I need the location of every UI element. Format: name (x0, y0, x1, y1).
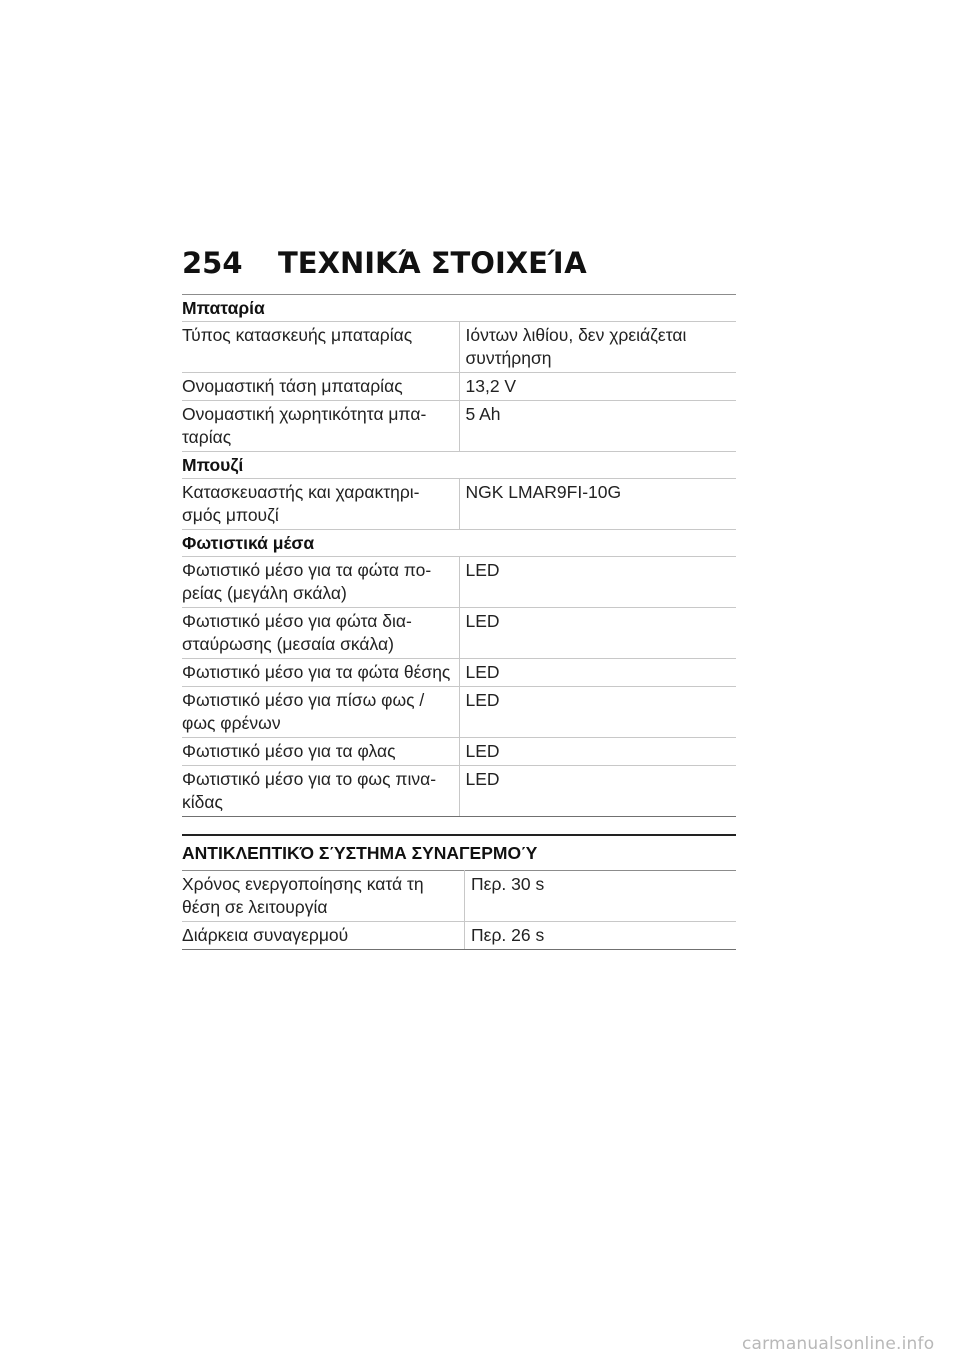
spec-label: Ονομαστική χωρητικότητα μπα-ταρίας (182, 401, 459, 452)
spec-label: Φωτιστικό μέσο για τα φώτα πο-ρείας (μεγάλη σκάλα) (182, 557, 459, 608)
section-heading: Φωτιστικά μέσα (182, 530, 736, 557)
spec-value: LED (459, 766, 736, 817)
page-number: 254 (182, 246, 243, 280)
spec-value: LED (459, 687, 736, 738)
table-row (182, 557, 736, 608)
table-row (182, 766, 736, 817)
section-heading: Μπουζί (182, 452, 736, 479)
table-row (182, 871, 736, 922)
spec-value: Ιόντων λιθίου, δεν χρειάζεται συντήρηση (459, 322, 736, 373)
table-row (182, 659, 736, 687)
page-header (182, 243, 736, 283)
table-row (182, 738, 736, 766)
spec-label: Φωτιστικό μέσο για φώτα δια-σταύρωσης (μεσαία σκάλα) (182, 608, 459, 659)
spec-value: 5 Ah (459, 401, 736, 452)
spec-label: Φωτιστικό μέσο για τα φλας (182, 738, 459, 766)
section-heading-spark-plug (182, 452, 736, 479)
spec-label: Διάρκεια συναγερμού (182, 922, 465, 950)
table-row (182, 479, 736, 530)
spec-value: LED (459, 738, 736, 766)
page-title: ΤΕΧΝΙΚΆ ΣΤΟΙΧΕΊΑ (278, 246, 587, 280)
table-row (182, 373, 736, 401)
spec-value: Περ. 30 s (465, 871, 737, 922)
table-row (182, 922, 736, 950)
table-row (182, 687, 736, 738)
watermark: carmanualsonline.info (742, 1334, 935, 1354)
table-row (182, 401, 736, 452)
section-title: ΑΝΤΙΚΛΕΠΤΙΚΌ ΣΎΣΤΗΜΑ ΣΥΝΑΓΕΡΜΟΎ (182, 834, 736, 864)
spec-value: Περ. 26 s (465, 922, 737, 950)
spec-label: Χρόνος ενεργοποίησης κατά τη θέση σε λειτουργία (182, 871, 465, 922)
spec-label: Φωτιστικό μέσο για πίσω φως / φως φρένων (182, 687, 459, 738)
table-row (182, 322, 736, 373)
spec-label: Φωτιστικό μέσο για τα φώτα θέσης (182, 659, 459, 687)
spec-label: Ονομαστική τάση μπαταρίας (182, 373, 459, 401)
section-heading: Μπαταρία (182, 295, 736, 322)
spec-value: NGK LMAR9FI-10G (459, 479, 736, 530)
spec-value: LED (459, 608, 736, 659)
alarm-section (182, 834, 736, 950)
spec-label: Κατασκευαστής και χαρακτηρι-σμός μπουζί (182, 479, 459, 530)
alarm-table (182, 870, 736, 950)
specs-table (182, 294, 736, 817)
table-row (182, 608, 736, 659)
spec-label: Τύπος κατασκευής μπαταρίας (182, 322, 459, 373)
spec-label: Φωτιστικό μέσο για το φως πινα-κίδας (182, 766, 459, 817)
spec-value: 13,2 V (459, 373, 736, 401)
section-heading-lighting (182, 530, 736, 557)
spec-value: LED (459, 659, 736, 687)
spec-value: LED (459, 557, 736, 608)
section-heading-battery (182, 295, 736, 322)
